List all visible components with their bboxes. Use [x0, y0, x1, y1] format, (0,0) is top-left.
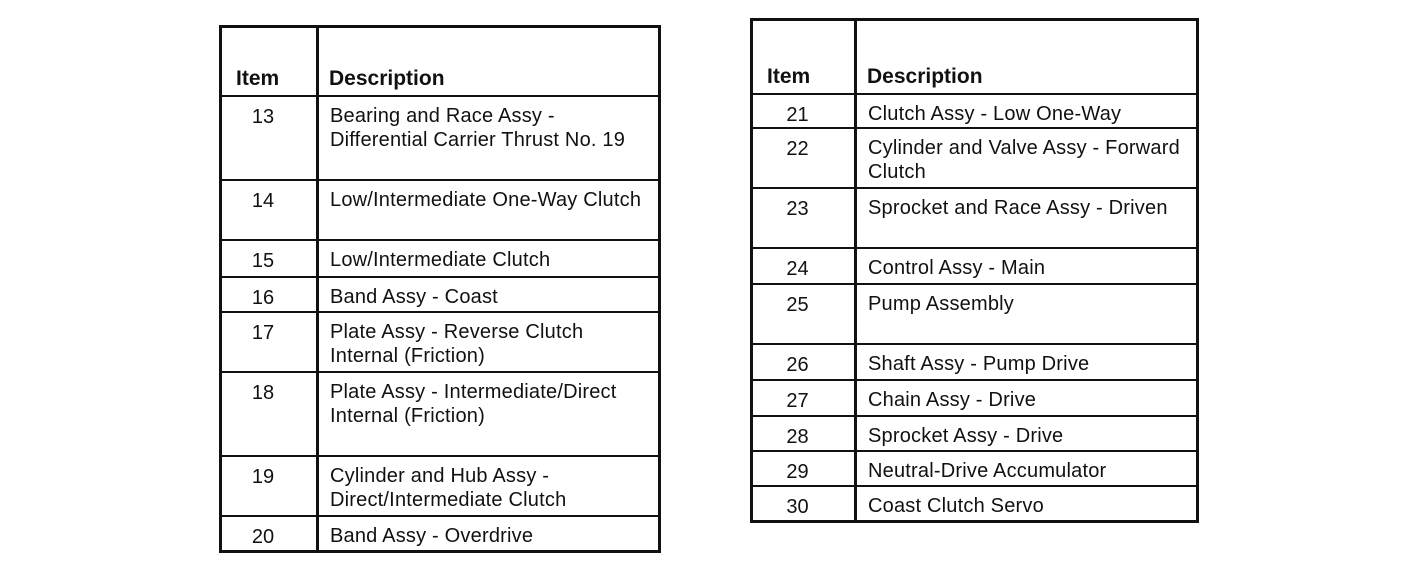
- item-number: 26: [752, 344, 856, 380]
- table-header-row: [752, 20, 1198, 94]
- item-description: Bearing and Race Assy - Differential Carrier Thrust No. 19: [318, 96, 660, 180]
- item-number: 22: [752, 128, 856, 188]
- item-number: 14: [221, 180, 318, 240]
- item-number: 23: [752, 188, 856, 248]
- item-description: Sprocket and Race Assy - Driven: [856, 188, 1198, 248]
- table-row: [752, 344, 1198, 380]
- item-description: Neutral-Drive Accumulator: [856, 451, 1198, 486]
- table-row: [752, 416, 1198, 451]
- item-description: Control Assy - Main: [856, 248, 1198, 284]
- column-header-item: Item: [221, 27, 318, 96]
- table-row: [752, 486, 1198, 522]
- item-number: 16: [221, 277, 318, 312]
- table-row: [221, 96, 660, 180]
- item-description: Sprocket Assy - Drive: [856, 416, 1198, 451]
- item-description: Clutch Assy - Low One-Way: [856, 94, 1198, 128]
- item-description: Shaft Assy - Pump Drive: [856, 344, 1198, 380]
- item-description: Plate Assy - Intermediate/Direct Internal (Friction): [318, 372, 660, 456]
- table-row: [752, 188, 1198, 248]
- column-header-description: Description: [856, 20, 1198, 94]
- table-row: [752, 284, 1198, 344]
- item-number: 20: [221, 516, 318, 552]
- parts-table-right: [750, 18, 1199, 523]
- item-description: Cylinder and Valve Assy - Forward Clutch: [856, 128, 1198, 188]
- table-row: [221, 312, 660, 372]
- item-description: Pump Assembly: [856, 284, 1198, 344]
- table-row: [221, 372, 660, 456]
- item-description: Cylinder and Hub Assy - Direct/Intermediate Clutch: [318, 456, 660, 516]
- item-number: 27: [752, 380, 856, 416]
- item-description: Plate Assy - Reverse Clutch Internal (Friction): [318, 312, 660, 372]
- item-description: Coast Clutch Servo: [856, 486, 1198, 522]
- item-description: Chain Assy - Drive: [856, 380, 1198, 416]
- item-number: 30: [752, 486, 856, 522]
- item-number: 28: [752, 416, 856, 451]
- table-row: [752, 380, 1198, 416]
- table-row: [221, 516, 660, 552]
- parts-table-left: [219, 25, 661, 553]
- column-header-item: Item: [752, 20, 856, 94]
- table-row: [221, 456, 660, 516]
- table-row: [221, 180, 660, 240]
- item-number: 18: [221, 372, 318, 456]
- item-description: Band Assy - Overdrive: [318, 516, 660, 552]
- table-row: [752, 128, 1198, 188]
- item-number: 19: [221, 456, 318, 516]
- item-description: Low/Intermediate Clutch: [318, 240, 660, 277]
- table-row: [752, 451, 1198, 486]
- table-row: [221, 240, 660, 277]
- item-number: 25: [752, 284, 856, 344]
- table-row: [752, 94, 1198, 128]
- table-header-row: [221, 27, 660, 96]
- item-description: Low/Intermediate One-Way Clutch: [318, 180, 660, 240]
- item-number: 17: [221, 312, 318, 372]
- item-number: 21: [752, 94, 856, 128]
- item-description: Band Assy - Coast: [318, 277, 660, 312]
- item-number: 29: [752, 451, 856, 486]
- table-row: [752, 248, 1198, 284]
- item-number: 24: [752, 248, 856, 284]
- item-number: 13: [221, 96, 318, 180]
- column-header-description: Description: [318, 27, 660, 96]
- item-number: 15: [221, 240, 318, 277]
- table-row: [221, 277, 660, 312]
